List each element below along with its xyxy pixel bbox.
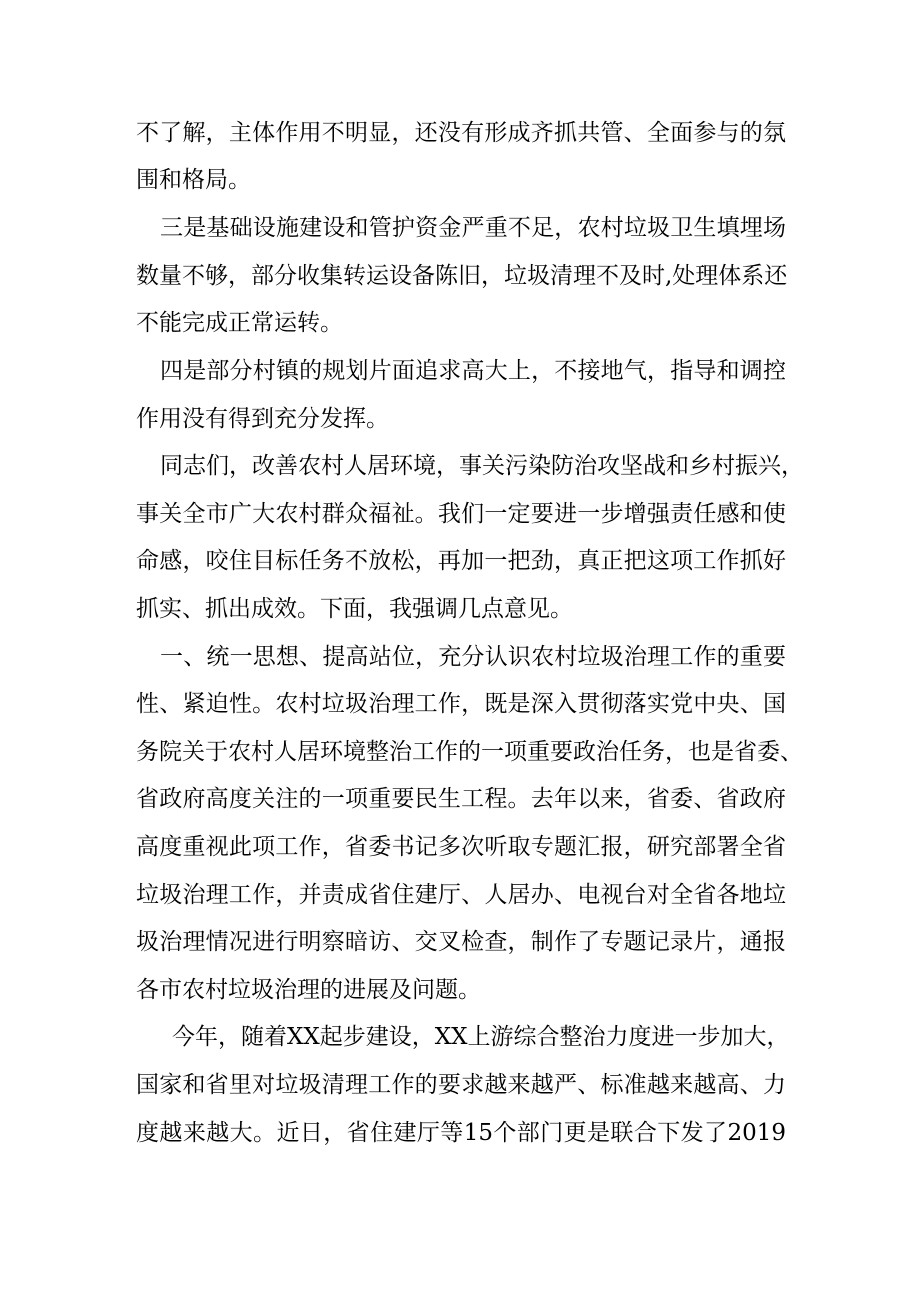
text-line: 抓实、抓出成效。下面，我强调几点意见。 [136, 596, 573, 622]
text-line: 不能完成正常运转。 [136, 310, 343, 336]
text-line: 度越来越大。近日，省住建厅等15个部门更是联合下发了2019 [136, 1120, 786, 1146]
paragraph-first-line: 四是部分村镇的规划片面追求高大上，不接地气，指导和调控 [160, 358, 786, 384]
text-line: 作用没有得到充分发挥。 [136, 406, 389, 432]
paragraph-first-line: 同志们，改善农村人居环境，事关污染防治攻坚战和乡村振兴， [160, 453, 804, 479]
text-line: 数量不够，部分收集转运设备陈旧，垃圾清理不及时,处理体系还 [136, 263, 788, 289]
text-line: 垃圾治理工作，并责成省住建厅、人居办、电视台对全省各地垃 [136, 882, 786, 908]
text-line: 不了解，主体作用不明显，还没有形成齐抓共管、全面参与的氛 [136, 120, 786, 146]
paragraph-first-line: 三是基础设施建设和管护资金严重不足，农村垃圾卫生填埋场 [160, 215, 786, 241]
text-line: 国家和省里对垃圾清理工作的要求越来越严、标准越来越高、力 [136, 1072, 786, 1098]
text-line: 各市农村垃圾治理的进展及问题。 [136, 977, 481, 1003]
text-line: 省政府高度关注的一项重要民生工程。去年以来，省委、省政府 [136, 786, 786, 812]
text-line: 高度重视此项工作，省委书记多次听取专题汇报，研究部署全省 [136, 834, 786, 860]
paragraph-first-line: 今年，随着XX起步建设，XX上游综合整治力度进一步加大， [172, 1024, 790, 1050]
text-line: 命感，咬住目标任务不放松，再加一把劲，真正把这项工作抓好 [136, 548, 786, 574]
text-line: 围和格局。 [136, 167, 251, 193]
paragraph-first-line: 一、统一思想、提高站位，充分认识农村垃圾治理工作的重要 [160, 644, 786, 670]
text-line: 圾治理情况进行明察暗访、交叉检查，制作了专题记录片，通报 [136, 929, 786, 955]
text-line: 性、紧迫性。农村垃圾治理工作，既是深入贯彻落实党中央、国 [136, 691, 786, 717]
text-line: 事关全市广大农村群众福祉。我们一定要进一步增强责任感和使 [136, 501, 786, 527]
text-line: 务院关于农村人居环境整治工作的一项重要政治任务，也是省委、 [136, 739, 803, 765]
